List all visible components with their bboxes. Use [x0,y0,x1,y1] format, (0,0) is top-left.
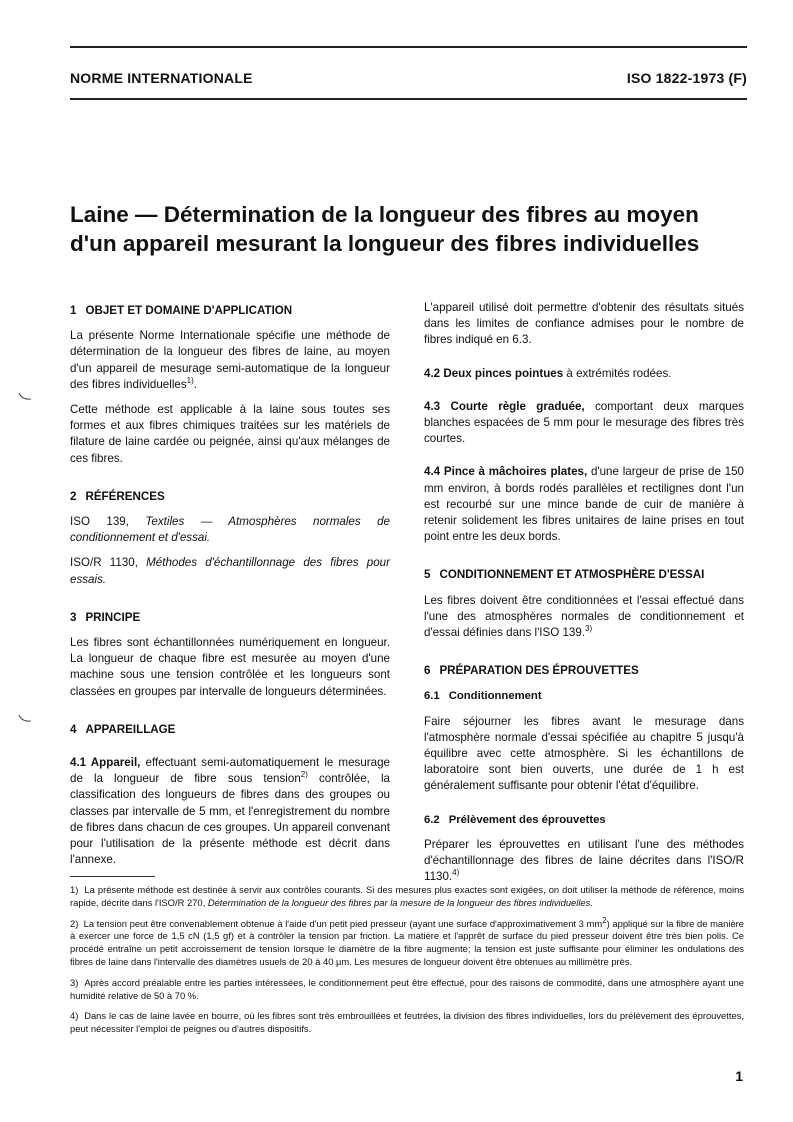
header-standard-type: NORME INTERNATIONALE [70,70,253,86]
section-3-paragraph: Les fibres sont échantillonnées numériquement en longueur. La longueur de chaque fibre est mesurée au moyen d'une machine sous une tension contrôlée et les longueurs sont classées en groupes par intervalle de longueurs déterminées. [70,636,390,698]
section-4-1-paragraph: 4.1 Appareil, effectuant semi-automatiquement le mesurage de la longueur de fibre sous tension$^{2)}$ contrôlée, la classification des longueurs de fibres dans des groupes ou classes par intervalle de 5 mm, et l'enregistrement du nombre de fibres dans chacun de ces groupes. Un appareil convenant pour l'utilisation de la présente méthode est décrit dans l'annexe. [70,756,390,867]
page-number: 1 [735,1068,743,1084]
document-title [70,200,750,258]
footnote-4: 4) Dans le cas de laine lavée en bourre, où les fibres sont très embrouillées et feutrées, la division des fibres individuelles, lors du prélèvement des éprouvettes, peut nécessiter l'emploi de peignes ou d'autres dispositifs. [70,1010,744,1035]
footnote-2: 2) La tension peut être convenablement obtenue à l'aide d'un petit pied presseur (ayant une surface d'approximativement 3 mm2) appliqué sur la fibre de manière à exercer une force de 1,5 cN (1,5 gf) et à contrôler la tension par friction. La matière et l'apprêt de surface du pied presseur doivent être très bien polis. Ce procédé entraîne un petit accroissement de tension lorsque le diamètre de la fibre augmente; la tension est juste suffisante pour éliminer les ondulations des fibres de laine dans l'intervalle des diamètres usuels de 20 à 40 µm. Les mesures de longueur doivent être obtenues au millimètre près. [70,915,744,967]
section-3-heading: 3 PRINCIPE [70,610,141,624]
section-4-3-paragraph: 4.3 Courte règle graduée, comportant deux marques blanches espacées de 5 mm pour le mesurage des fibres très courtes. [424,399,744,446]
right-column [424,300,744,885]
title-line-2: d'un appareil mesurant la longueur des fibres individuelles [70,231,700,256]
section-1-heading: 1 OBJET ET DOMAINE D'APPLICATION [70,304,293,317]
margin-mark-icon [18,392,32,401]
footnotes [70,884,744,1044]
section-4-1-continued: L'appareil utilisé doit permettre d'obtenir des résultats situés dans les limites de confiance admises pour le nombre de fibres indiqué en 6.3. [424,301,744,347]
section-6-1-heading: 6.1 Conditionnement [424,690,542,703]
section-4-heading: 4 APPAREILLAGE [70,722,176,736]
header-standard-number: ISO 1822-1973 (F) [626,70,747,86]
section-1-paragraph-2: Cette méthode est applicable à la laine sous toutes ses formes et aux fibres chimiques traitées sur les matériels de filature de laine cardée ou peignée, ainsi qu'aux mélanges de ces fibres. [70,403,390,465]
left-column [70,303,390,868]
reference-iso-139: ISO 139, Textiles — Atmosphères normales de conditionnement et d'essai. [70,515,390,545]
footnote-rule [70,876,155,877]
footnote-1: 1) La présente méthode est destinée à servir aux contrôles courants. Si des mesures plus exactes sont exigées, on doit utiliser la méthode de référence, moins rapide, décrite dans l'ISO/R 270, Détermination de la longueur des fibres par la mesure de la longueur des fibres individuelles. [70,884,745,908]
section-6-2-heading: 6.2 Prélèvement des éprouvettes [424,813,606,826]
section-6-2-paragraph: Préparer les éprouvettes en utilisant l'une des méthodes d'échantillonnage des fibres de laine décrites dans l'ISO/R 1130.$^{4)}$ [424,837,744,884]
footnote-3: 3) Après accord préalable entre les parties intéressées, le conditionnement peut être effectué, pour des raisons de commodité, dans une atmosphère ayant une humidité relative de 50 à 70 %. [70,976,744,1001]
top-rule [70,46,747,48]
section-6-1-paragraph: Faire séjourner les fibres avant le mesurage dans l'atmosphère normale d'essai spécifiée au chapitre 5 jusqu'à équilibre avec cette atmosphère. Si les échantillons de laboratoire sont bien ouverts, une durée de 1 h est généralement suffisante pour obtenir l'état d'équilibre. [424,714,744,793]
section-4-4-paragraph: 4.4 Pince à mâchoires plates, d'une largeur de prise de 150 mm environ, à bords rodés parallèles et rectilignes dont l'un est recourbé sur une mince bande de cuir de manière à retenir solidement les fibres unitaires de laine prises en tout point entre les deux bords. [424,465,744,544]
section-4-2-paragraph: 4.2 Deux pinces pointues à extrémités rodées. [424,366,672,380]
section-5-paragraph: Les fibres doivent être conditionnées et l'essai effectué dans l'une des atmosphères normales de conditionnement et d'essai définies dans l'ISO 139.$^{3)}$ [424,593,744,640]
margin-mark-icon [18,714,32,723]
section-5-heading: 5 CONDITIONNEMENT ET ATMOSPHÈRE D'ESSAI [424,568,705,582]
section-6-heading: 6 PRÉPARATION DES ÉPROUVETTES [424,664,639,678]
reference-iso-r-1130: ISO/R 1130, Méthodes d'échantillonnage des fibres pour essais. [70,556,390,586]
section-2-heading: 2 RÉFÉRENCES [70,489,165,503]
header-rule [70,98,747,100]
section-1-paragraph-1: La présente Norme Internationale spécifie une méthode de détermination de la longueur des fibres de laine, au moyen d'un appareil de mesurage semi-automatique de la longueur des fibres individuelles$^{1)}$. [70,329,390,391]
title-line-1: Laine — Détermination de la longueur des fibres au moyen [70,202,699,227]
